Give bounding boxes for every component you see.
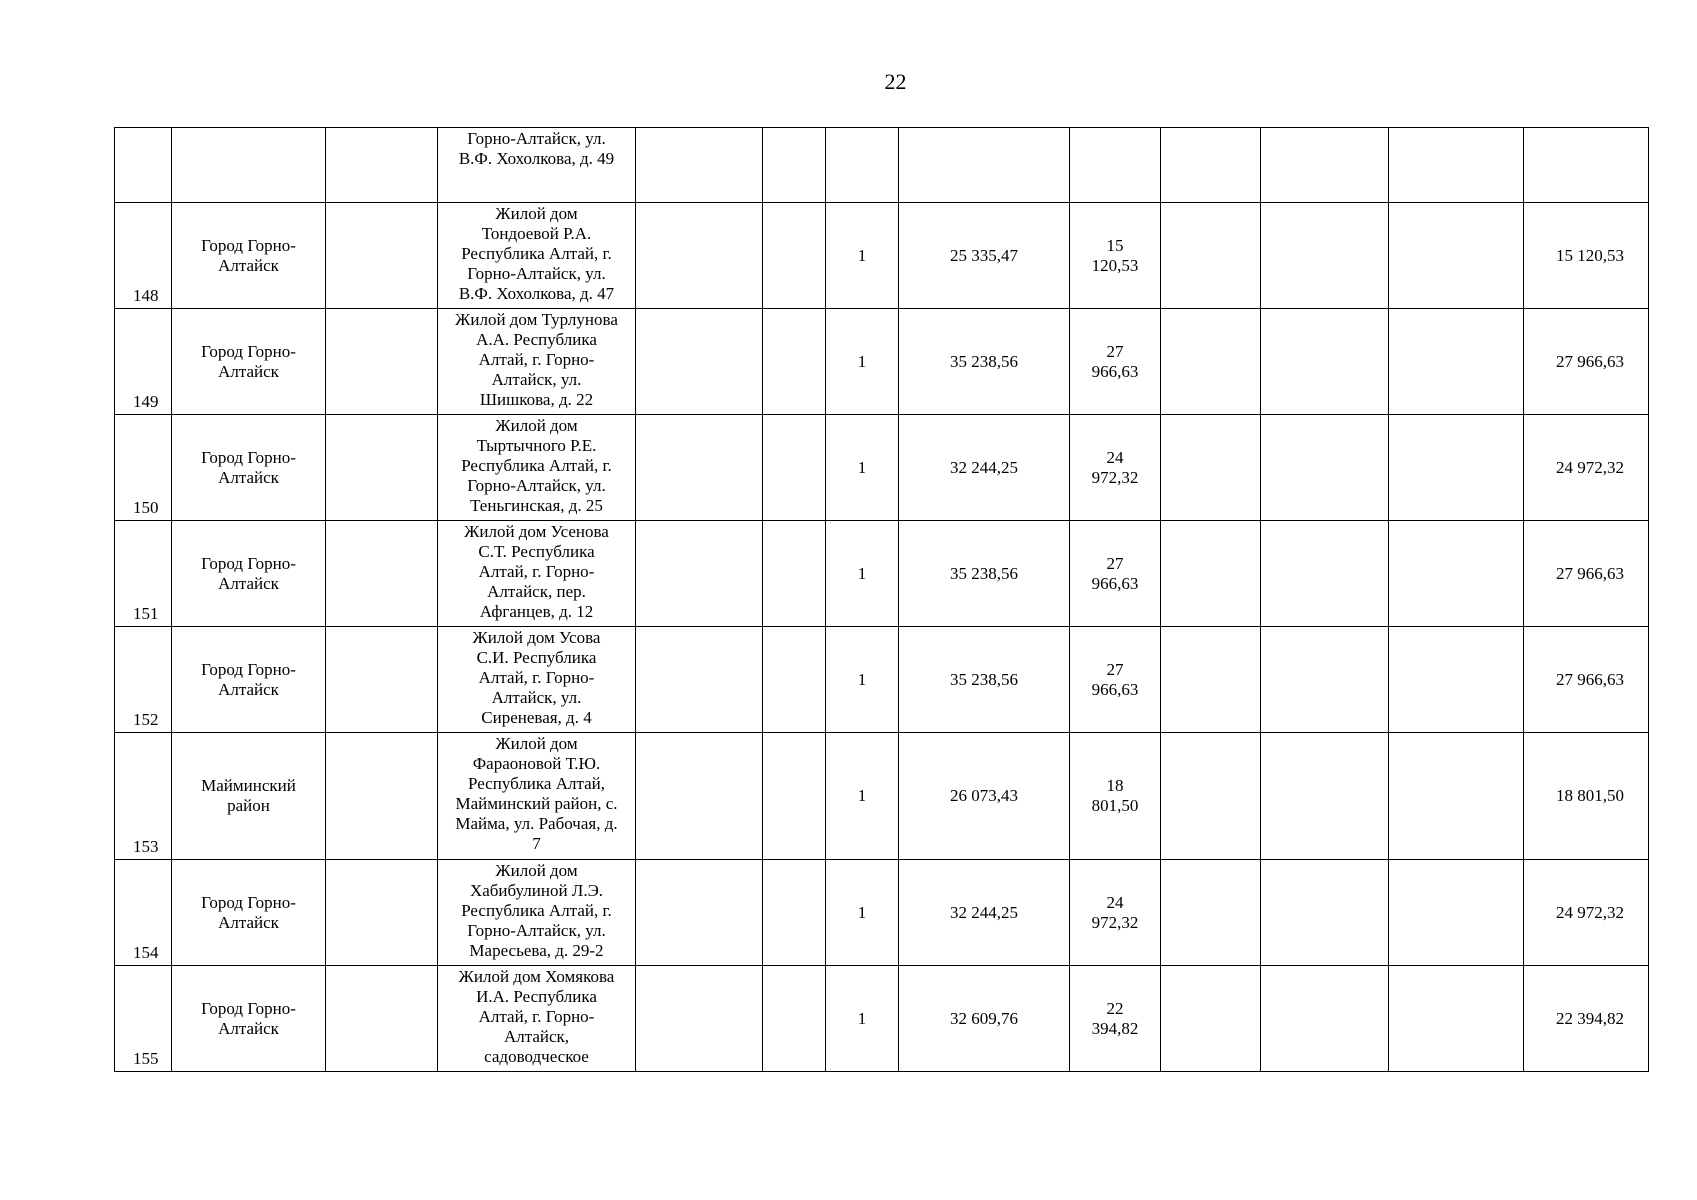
- amount-split-cell: 24 972,32: [1070, 860, 1161, 966]
- locality-cell: Город Горно- Алтайск: [172, 309, 326, 415]
- empty-cell: [636, 733, 763, 860]
- empty-cell: [1261, 627, 1389, 733]
- empty-cell: [636, 128, 763, 203]
- empty-cell: [763, 128, 826, 203]
- empty-cell: [763, 521, 826, 627]
- object-cell: Жилой дом Турлунова А.А. Республика Алтай, г. Горно- Алтайск, ул. Шишкова, д. 22: [438, 309, 636, 415]
- locality-cell: Город Горно- Алтайск: [172, 521, 326, 627]
- table-row: [115, 966, 1649, 1072]
- empty-cell: [326, 627, 438, 733]
- table-body: [115, 128, 1649, 1072]
- amount-cell: 15 120,53: [1524, 203, 1649, 309]
- amount-split-cell: 15 120,53: [1070, 203, 1161, 309]
- object-cell: Жилой дом Тондоевой Р.А. Республика Алтай, г. Горно-Алтайск, ул. В.Ф. Хохолкова, д. 47: [438, 203, 636, 309]
- table-row: [115, 128, 1649, 203]
- amount-split-cell: 22 394,82: [1070, 966, 1161, 1072]
- amount-split-cell: 18 801,50: [1070, 733, 1161, 860]
- empty-cell: [763, 966, 826, 1072]
- amount-split-cell: 27 966,63: [1070, 309, 1161, 415]
- amount-cell: [1524, 128, 1649, 203]
- empty-cell: [1261, 521, 1389, 627]
- cost-cell: [899, 128, 1070, 203]
- empty-cell: [326, 733, 438, 860]
- cost-cell: 32 609,76: [899, 966, 1070, 1072]
- cost-cell: 35 238,56: [899, 627, 1070, 733]
- empty-cell: [1161, 966, 1261, 1072]
- table-row: [115, 860, 1649, 966]
- object-cell: Жилой дом Тыртычного Р.Е. Республика Алтай, г. Горно-Алтайск, ул. Теньгинская, д. 25: [438, 415, 636, 521]
- cost-cell: 32 244,25: [899, 860, 1070, 966]
- empty-cell: [1389, 415, 1524, 521]
- empty-cell: [1161, 309, 1261, 415]
- register-table: [114, 127, 1649, 1072]
- object-cell: Жилой дом Усова С.И. Республика Алтай, г. Горно- Алтайск, ул. Сиреневая, д. 4: [438, 627, 636, 733]
- empty-cell: [326, 203, 438, 309]
- empty-cell: [1161, 203, 1261, 309]
- empty-cell: [1389, 309, 1524, 415]
- object-cell: Жилой дом Усенова С.Т. Республика Алтай, г. Горно- Алтайск, пер. Афганцев, д. 12: [438, 521, 636, 627]
- amount-split-cell: 24 972,32: [1070, 415, 1161, 521]
- count-cell: 1: [826, 966, 899, 1072]
- empty-cell: [636, 309, 763, 415]
- amount-split-cell: 27 966,63: [1070, 627, 1161, 733]
- empty-cell: [326, 309, 438, 415]
- empty-cell: [1261, 203, 1389, 309]
- empty-cell: [763, 627, 826, 733]
- empty-cell: [763, 860, 826, 966]
- amount-cell: 18 801,50: [1524, 733, 1649, 860]
- empty-cell: [636, 203, 763, 309]
- empty-cell: [326, 128, 438, 203]
- empty-cell: [1161, 415, 1261, 521]
- empty-cell: [1261, 733, 1389, 860]
- empty-cell: [1389, 128, 1524, 203]
- object-cell: Жилой дом Фараоновой Т.Ю. Республика Алтай, Майминский район, с. Майма, ул. Рабочая, д. 7: [438, 733, 636, 860]
- empty-cell: [1261, 309, 1389, 415]
- amount-cell: 27 966,63: [1524, 309, 1649, 415]
- row-number-cell: 154: [115, 860, 172, 966]
- amount-split-cell: 27 966,63: [1070, 521, 1161, 627]
- locality-cell: Город Горно- Алтайск: [172, 627, 326, 733]
- empty-cell: [1161, 128, 1261, 203]
- count-cell: 1: [826, 521, 899, 627]
- object-cell: Жилой дом Хомякова И.А. Республика Алтай, г. Горно- Алтайск, садоводческое: [438, 966, 636, 1072]
- row-number-cell: 151: [115, 521, 172, 627]
- object-cell: Жилой дом Хабибулиной Л.Э. Республика Алтай, г. Горно-Алтайск, ул. Маресьева, д. 29-2: [438, 860, 636, 966]
- table-row: [115, 521, 1649, 627]
- cost-cell: 35 238,56: [899, 309, 1070, 415]
- cost-cell: 35 238,56: [899, 521, 1070, 627]
- empty-cell: [1389, 860, 1524, 966]
- empty-cell: [636, 415, 763, 521]
- empty-cell: [636, 521, 763, 627]
- row-number-cell: 153: [115, 733, 172, 860]
- locality-cell: [172, 128, 326, 203]
- empty-cell: [636, 860, 763, 966]
- empty-cell: [326, 415, 438, 521]
- table-row: [115, 627, 1649, 733]
- count-cell: 1: [826, 733, 899, 860]
- row-number-cell: 148: [115, 203, 172, 309]
- empty-cell: [763, 203, 826, 309]
- empty-cell: [1261, 860, 1389, 966]
- amount-cell: 22 394,82: [1524, 966, 1649, 1072]
- empty-cell: [1389, 521, 1524, 627]
- table-row: [115, 415, 1649, 521]
- empty-cell: [1389, 733, 1524, 860]
- empty-cell: [636, 966, 763, 1072]
- empty-cell: [1261, 966, 1389, 1072]
- empty-cell: [763, 733, 826, 860]
- locality-cell: Город Горно- Алтайск: [172, 860, 326, 966]
- row-number-cell: 150: [115, 415, 172, 521]
- empty-cell: [1389, 966, 1524, 1072]
- row-number-cell: [115, 128, 172, 203]
- row-number-cell: 152: [115, 627, 172, 733]
- amount-cell: 24 972,32: [1524, 415, 1649, 521]
- amount-cell: 27 966,63: [1524, 521, 1649, 627]
- empty-cell: [1161, 521, 1261, 627]
- locality-cell: Город Горно- Алтайск: [172, 415, 326, 521]
- table-row: [115, 733, 1649, 860]
- cost-cell: 26 073,43: [899, 733, 1070, 860]
- cost-cell: 32 244,25: [899, 415, 1070, 521]
- count-cell: 1: [826, 627, 899, 733]
- empty-cell: [1261, 415, 1389, 521]
- count-cell: 1: [826, 415, 899, 521]
- empty-cell: [326, 860, 438, 966]
- table-row: [115, 309, 1649, 415]
- row-number-cell: 155: [115, 966, 172, 1072]
- empty-cell: [763, 309, 826, 415]
- empty-cell: [636, 627, 763, 733]
- object-cell: Горно-Алтайск, ул. В.Ф. Хохолкова, д. 49: [438, 128, 636, 203]
- locality-cell: Город Горно- Алтайск: [172, 966, 326, 1072]
- amount-cell: 27 966,63: [1524, 627, 1649, 733]
- empty-cell: [326, 966, 438, 1072]
- count-cell: 1: [826, 203, 899, 309]
- empty-cell: [763, 415, 826, 521]
- count-cell: 1: [826, 860, 899, 966]
- empty-cell: [1161, 733, 1261, 860]
- row-number-cell: 149: [115, 309, 172, 415]
- amount-split-cell: [1070, 128, 1161, 203]
- empty-cell: [1389, 203, 1524, 309]
- cost-cell: 25 335,47: [899, 203, 1070, 309]
- count-cell: 1: [826, 309, 899, 415]
- empty-cell: [1389, 627, 1524, 733]
- empty-cell: [1161, 860, 1261, 966]
- amount-cell: 24 972,32: [1524, 860, 1649, 966]
- table-row: [115, 203, 1649, 309]
- page-number: 22: [884, 69, 907, 94]
- empty-cell: [1161, 627, 1261, 733]
- locality-cell: Майминский район: [172, 733, 326, 860]
- count-cell: [826, 128, 899, 203]
- empty-cell: [1261, 128, 1389, 203]
- empty-cell: [326, 521, 438, 627]
- locality-cell: Город Горно- Алтайск: [172, 203, 326, 309]
